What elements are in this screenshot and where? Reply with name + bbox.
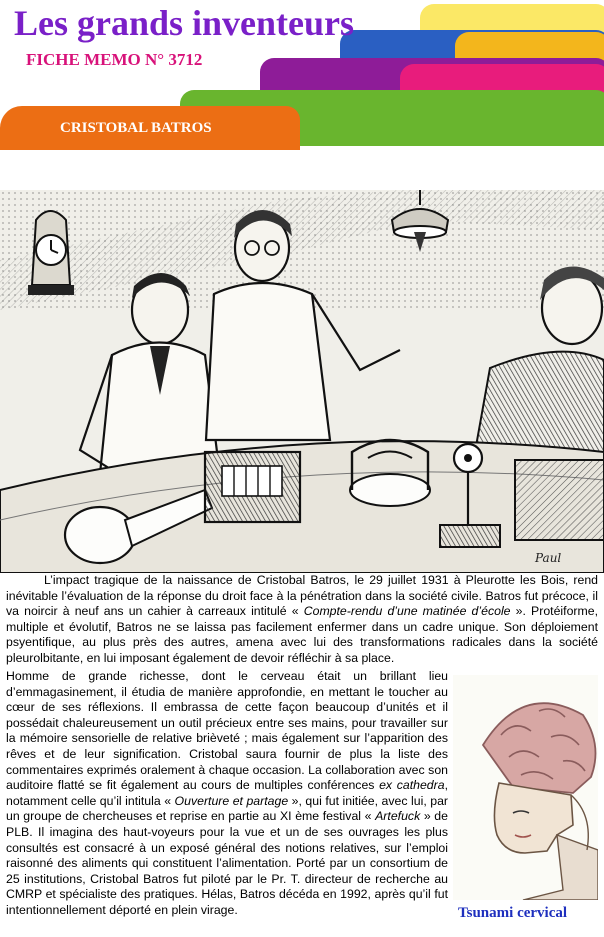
memo-number: FICHE MEMO N° 3712	[26, 50, 203, 69]
inventor-name: CRISTOBAL BATROS	[60, 120, 212, 136]
illustration	[0, 190, 604, 573]
article-paragraph-2: Homme de grande richesse, dont le cerveau était un brillant lieu d’emmagasinement, il étudia de manière approfondie, en mettant le toucher au cœur de ses réflexions. Il embrassa de cette façon beaucoup d’unités et il possédait chaleureusement un outil précieux entre ses mains, pour travailler sur la mémoire sensorielle de relative brièveté ; mais également sur l’apparition des rêves et de leur signification. Cristobal saura fournir de plus la liste des commentaires exprimés oralement à chaque occasion. La collaboration avec son auditoire flatté se fit également au cours de multiples conférences ex cathedra, notamment celle qu’il intitula « Ouverture et partage », qui fut initiée, avec lui, par un groupe de chercheuses et reprise en partie au XI ème festival « Artefuck » de PLB. Il imagina des haut-voyeurs pour la vue et un de ses ouvrages les plus consultés est consacré à un exposé général des notions relatives, sur l’emploi raisonné des aliments qui constituent l’alimentation. Porté par un consortium de 25 institutions, Cristobal Batros fut piloté par le Pr. T. directeur de recherche au CMRP et spécialiste des pratiques. Hélas, Batros décéda en 1992, après qu’il fut intentionnellement déporté en plein virage.	[6, 669, 448, 917]
apparatus-box	[205, 452, 300, 522]
portrait-caption: Tsunami cervical	[458, 905, 568, 921]
lab-scene-drawing	[0, 190, 604, 573]
illustration-signature: Paul	[535, 551, 562, 565]
clock-icon	[28, 211, 74, 295]
brain-head-drawing	[453, 675, 598, 900]
page-title: Les grands inventeurs	[14, 3, 355, 43]
article-paragraph-1: L’impact tragique de la naissance de Cristobal Batros, le 29 juillet 1931 à Pleurotte les Bois, rend inévitable l’évaluation de la réponse du droit face à la pénétration dans la société civile. Batros fut précoce, il va noircir à neuf ans un cahier à carreaux intitulé « Compte-rendu d’une matinée d’école ». Protéiforme, multiple et évolutif, Batros ne se laissa pas facilement enfermer dans un cadre unique. Son déploiement psyentifique, au plus près des autres, amena avec lui des transformations radicales dans la société pleurolbitante, en lui imposant également de devoir réfléchir à sa place.	[6, 573, 599, 665]
brain-head-portrait	[453, 675, 598, 900]
